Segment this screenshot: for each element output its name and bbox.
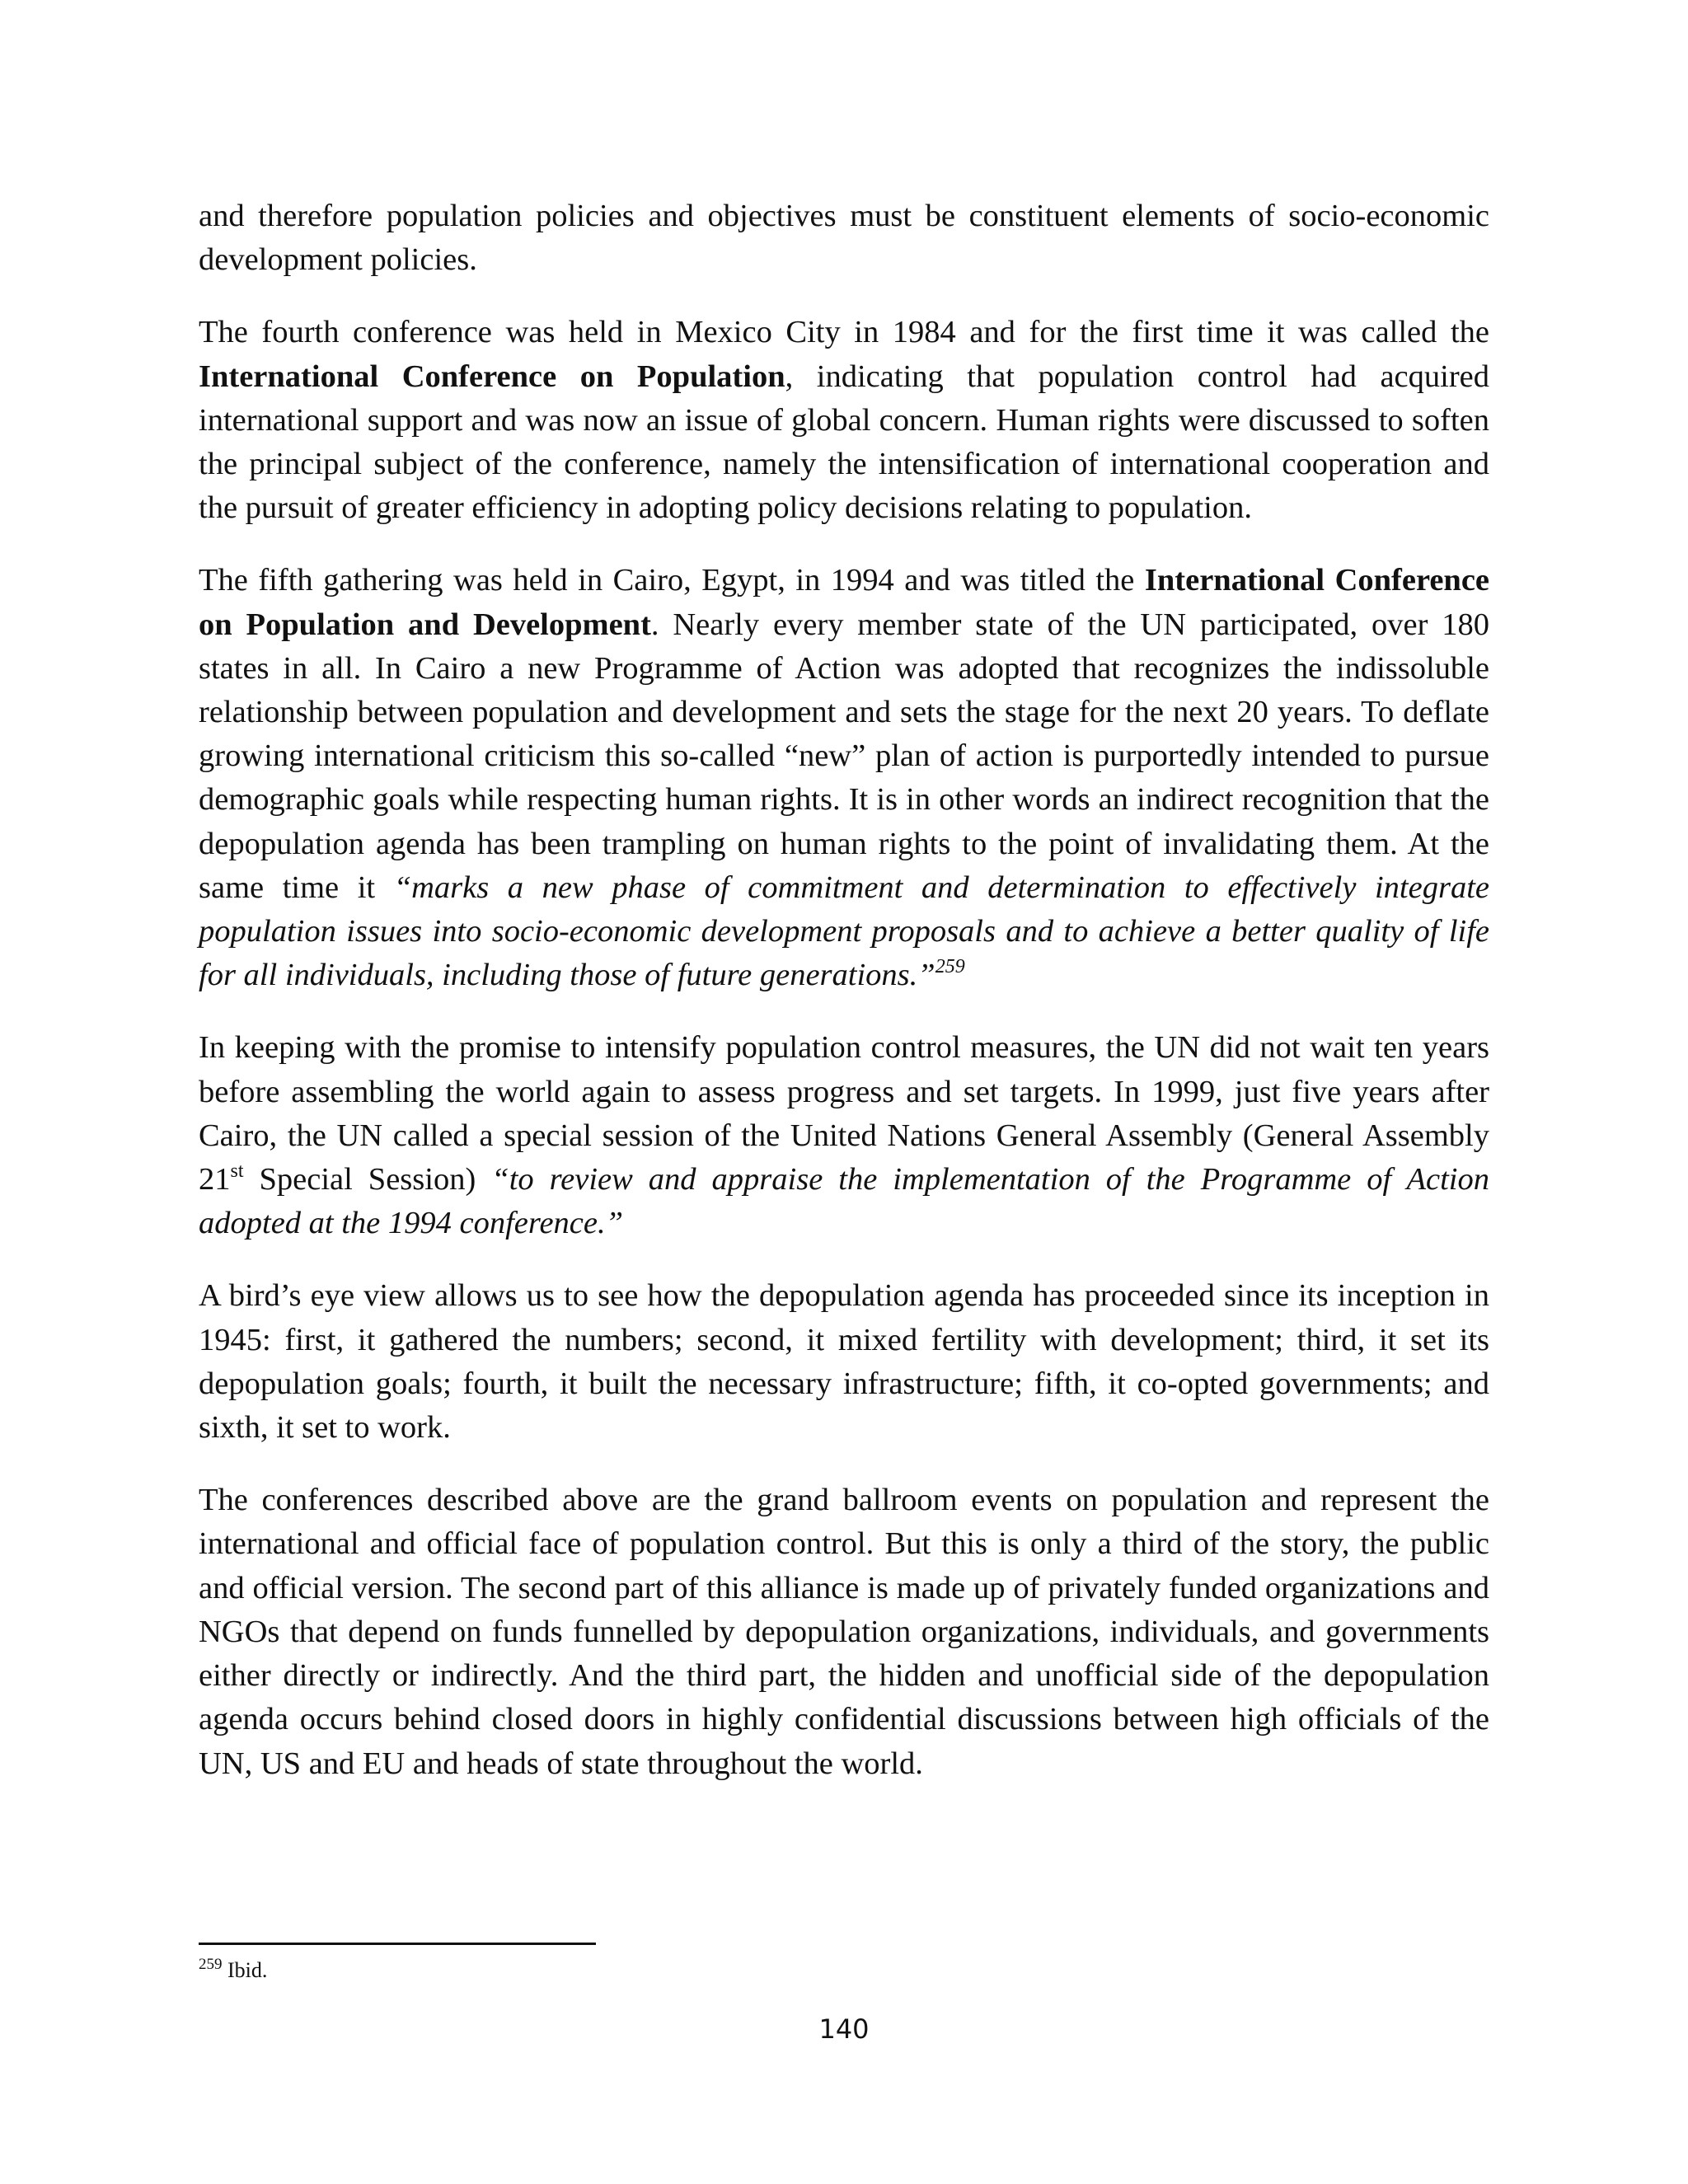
paragraph-4-text-b: Special Session) — [243, 1162, 492, 1197]
paragraph-4-text-a: In keeping with the promise to intensify population control measures, the UN did not wait ten years before assembling the world again to assess progress and set targets. In 1999, just five years after Cairo, the UN called a special session of the United Nations General Assembly (General Assembly 21 — [199, 1030, 1489, 1197]
paragraph-3-text-a: The fifth gathering was held in Cairo, Egypt, in 1994 and was titled the — [199, 563, 1145, 598]
paragraph-1 — [199, 194, 1489, 282]
footnote-number: 259 — [199, 1956, 223, 1973]
paragraph-2-bold-term: International Conference on Population — [199, 359, 785, 394]
footnote-reference-number: 259 — [935, 956, 965, 978]
footnote-reference[interactable] — [935, 956, 965, 977]
body-text — [199, 194, 1489, 1815]
paragraph-2-text-a: The fourth conference was held in Mexico City in 1984 and for the first time it was called the — [199, 315, 1489, 350]
footnote-text: Ibid. — [227, 1958, 268, 1982]
paragraph-3 — [199, 559, 1489, 997]
ordinal-suffix: st — [230, 1160, 244, 1183]
footnote — [199, 1957, 267, 1985]
paragraph-4 — [199, 1026, 1489, 1245]
paragraph-6-text: The conferences described above are the grand ballroom events on population and represent the international and official face of population control. But this is only a third of the story, the public and official version. The second part of this alliance is made up of privately funded organizations and NGOs that depend on funds funnelled by depopulation organizations, individuals, and governments either directly or indirectly. And the third part, the hidden and unofficial side of the depopulation agenda occurs behind closed doors in highly confidential discussions between high officials of the UN, US and EU and heads of state throughout the world. — [199, 1483, 1489, 1781]
paragraph-3-text-b: . Nearly every member state of the UN participated, over 180 states in all. In Cairo a new Programme of Action was adopted that recognizes the indissoluble relationship between population and development and sets the stage for the next 20 years. To deflate growing international criticism this so-called “new” plan of action is purportedly intended to pursue demographic goals while respecting human rights. It is in other words an indirect recognition that the depopulation agenda has been trampling on human rights to the point of invalidating them. At the same time it — [199, 607, 1489, 905]
page-number: 140 — [818, 2013, 870, 2045]
footnote-separator — [199, 1943, 596, 1945]
paragraph-5-text: A bird’s eye view allows us to see how the depopulation agenda has proceeded since its inception in 1945: first, it gathered the numbers; second, it mixed fertility with development; third, it set its depopulation goals; fourth, it built the necessary infrastructure; fifth, it co-opted governments; and sixth, it set to work. — [199, 1278, 1489, 1446]
paragraph-4-quote: “to review and appraise the implementation of the Programme of Action adopted at the 1994 conference.” — [199, 1162, 1489, 1241]
paragraph-1-text: and therefore population policies and objectives must be constituent elements of socio-economic development policies. — [199, 199, 1489, 278]
paragraph-3-bold-term: International Conference on Population and Development — [199, 563, 1490, 642]
paragraph-6 — [199, 1479, 1489, 1785]
paragraph-2 — [199, 311, 1489, 530]
paragraph-5 — [199, 1274, 1489, 1450]
paragraph-2-text-b: , indicating that population control had acquired international support and was now an issue of global concern. Human rights were discussed to soften the principal subject of the conference, namely the intensification of international cooperation and the pursuit of greater efficiency in adopting policy decisions relating to population. — [199, 359, 1489, 526]
paragraph-3-quote: “marks a new phase of commitment and determination to effectively integrate population issues into socio-economic development proposals and to achieve a better quality of life for all individuals, including those of future generations.” — [199, 869, 1489, 993]
